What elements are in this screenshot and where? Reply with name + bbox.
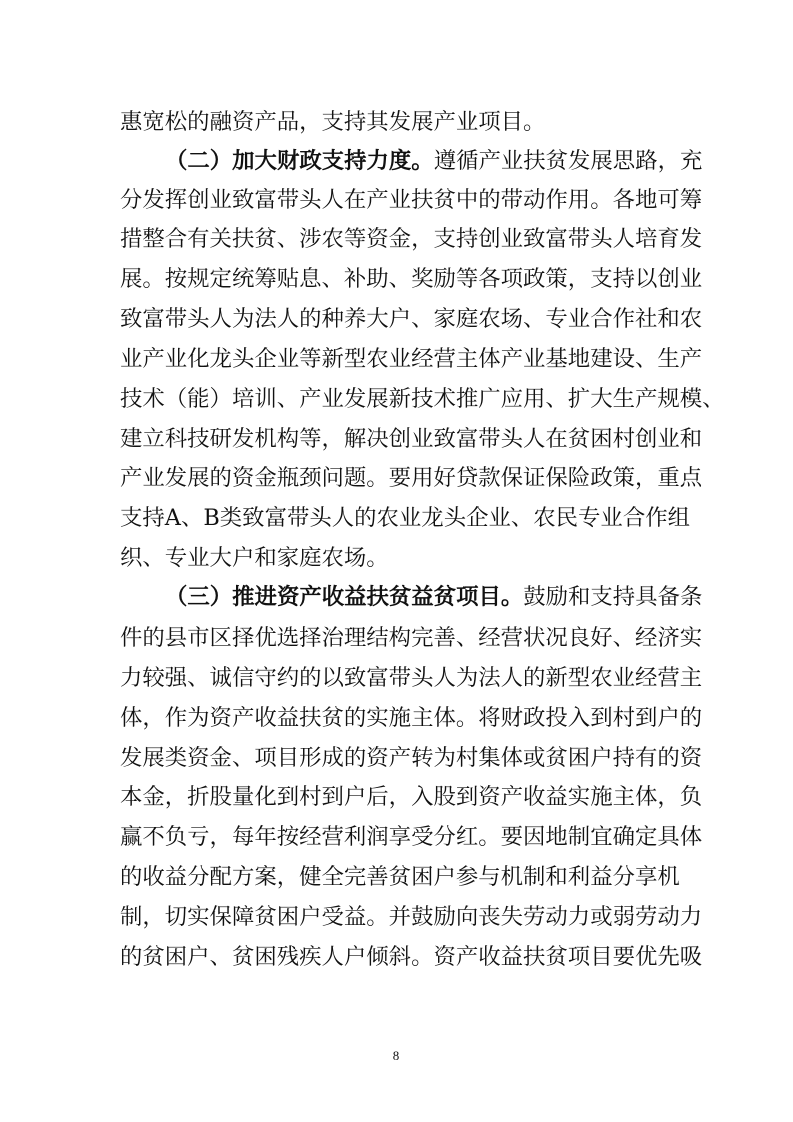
section-heading-line <box>165 146 703 176</box>
body-line: 分发挥创业致富带头人在产业扶贫中的带动作用。各地可筹 <box>120 187 703 213</box>
body-line: 产业发展的资金瓶颈问题。要用好贷款保证保险政策，重点 <box>120 465 703 491</box>
section-heading: （二）加大财政支持力度。 <box>165 148 434 174</box>
body-text: 鼓励和支持具备条 <box>523 584 703 610</box>
body-line: 的贫困户、贫困残疾人户倾斜。资产收益扶贫项目要优先吸 <box>120 944 703 970</box>
body-line: 赢不负亏，每年按经营利润享受分红。要因地制宜确定具体 <box>120 824 703 850</box>
body-line: 织、专业大户和家庭农场。 <box>120 545 389 571</box>
section-heading: （三）推进资产收益扶贫益贫项目。 <box>165 584 524 610</box>
body-line: 展。按规定统筹贴息、补助、奖励等各项政策，支持以创业 <box>120 266 703 292</box>
body-line: 惠宽松的融资产品，支持其发展产业项目。 <box>120 109 546 135</box>
body-line: 体，作为资产收益扶贫的实施主体。将财政投入到村到户的 <box>120 705 703 731</box>
body-line: 业产业化龙头企业等新型农业经营主体产业基地建设、生产 <box>120 346 703 372</box>
body-line: 发展类资金、项目形成的资产转为村集体或贫困户持有的资 <box>120 745 703 771</box>
body-line: 致富带头人为法人的种养大户、家庭农场、专业合作社和农 <box>120 306 703 332</box>
body-line: 制，切实保障贫困户受益。并鼓励向丧失劳动力或弱劳动力 <box>120 904 703 930</box>
body-text: 遵循产业扶贫发展思路，充 <box>433 148 703 174</box>
page-number: 8 <box>392 1048 400 1063</box>
body-line: 技术（能）培训、产业发展新技术推广应用、扩大生产规模、 <box>120 386 725 412</box>
section-heading-line <box>165 582 703 612</box>
body-line: 件的县市区择优选择治理结构完善、经营状况良好、经济实 <box>120 625 703 651</box>
body-line: 力较强、诚信守约的以致富带头人为法人的新型农业经营主 <box>120 665 703 691</box>
body-line: 措整合有关扶贫、涉农等资金，支持创业致富带头人培育发 <box>120 226 703 252</box>
body-line: 本金，折股量化到村到户后，入股到资产收益实施主体，负 <box>120 784 703 810</box>
body-line: 建立科技研发机构等，解决创业致富带头人在贫困村创业和 <box>120 426 703 452</box>
body-line: 支持A、B类致富带头人的农业龙头企业、农民专业合作组 <box>120 505 690 531</box>
body-line: 的收益分配方案，健全完善贫困户参与机制和利益分享机 <box>120 864 680 890</box>
